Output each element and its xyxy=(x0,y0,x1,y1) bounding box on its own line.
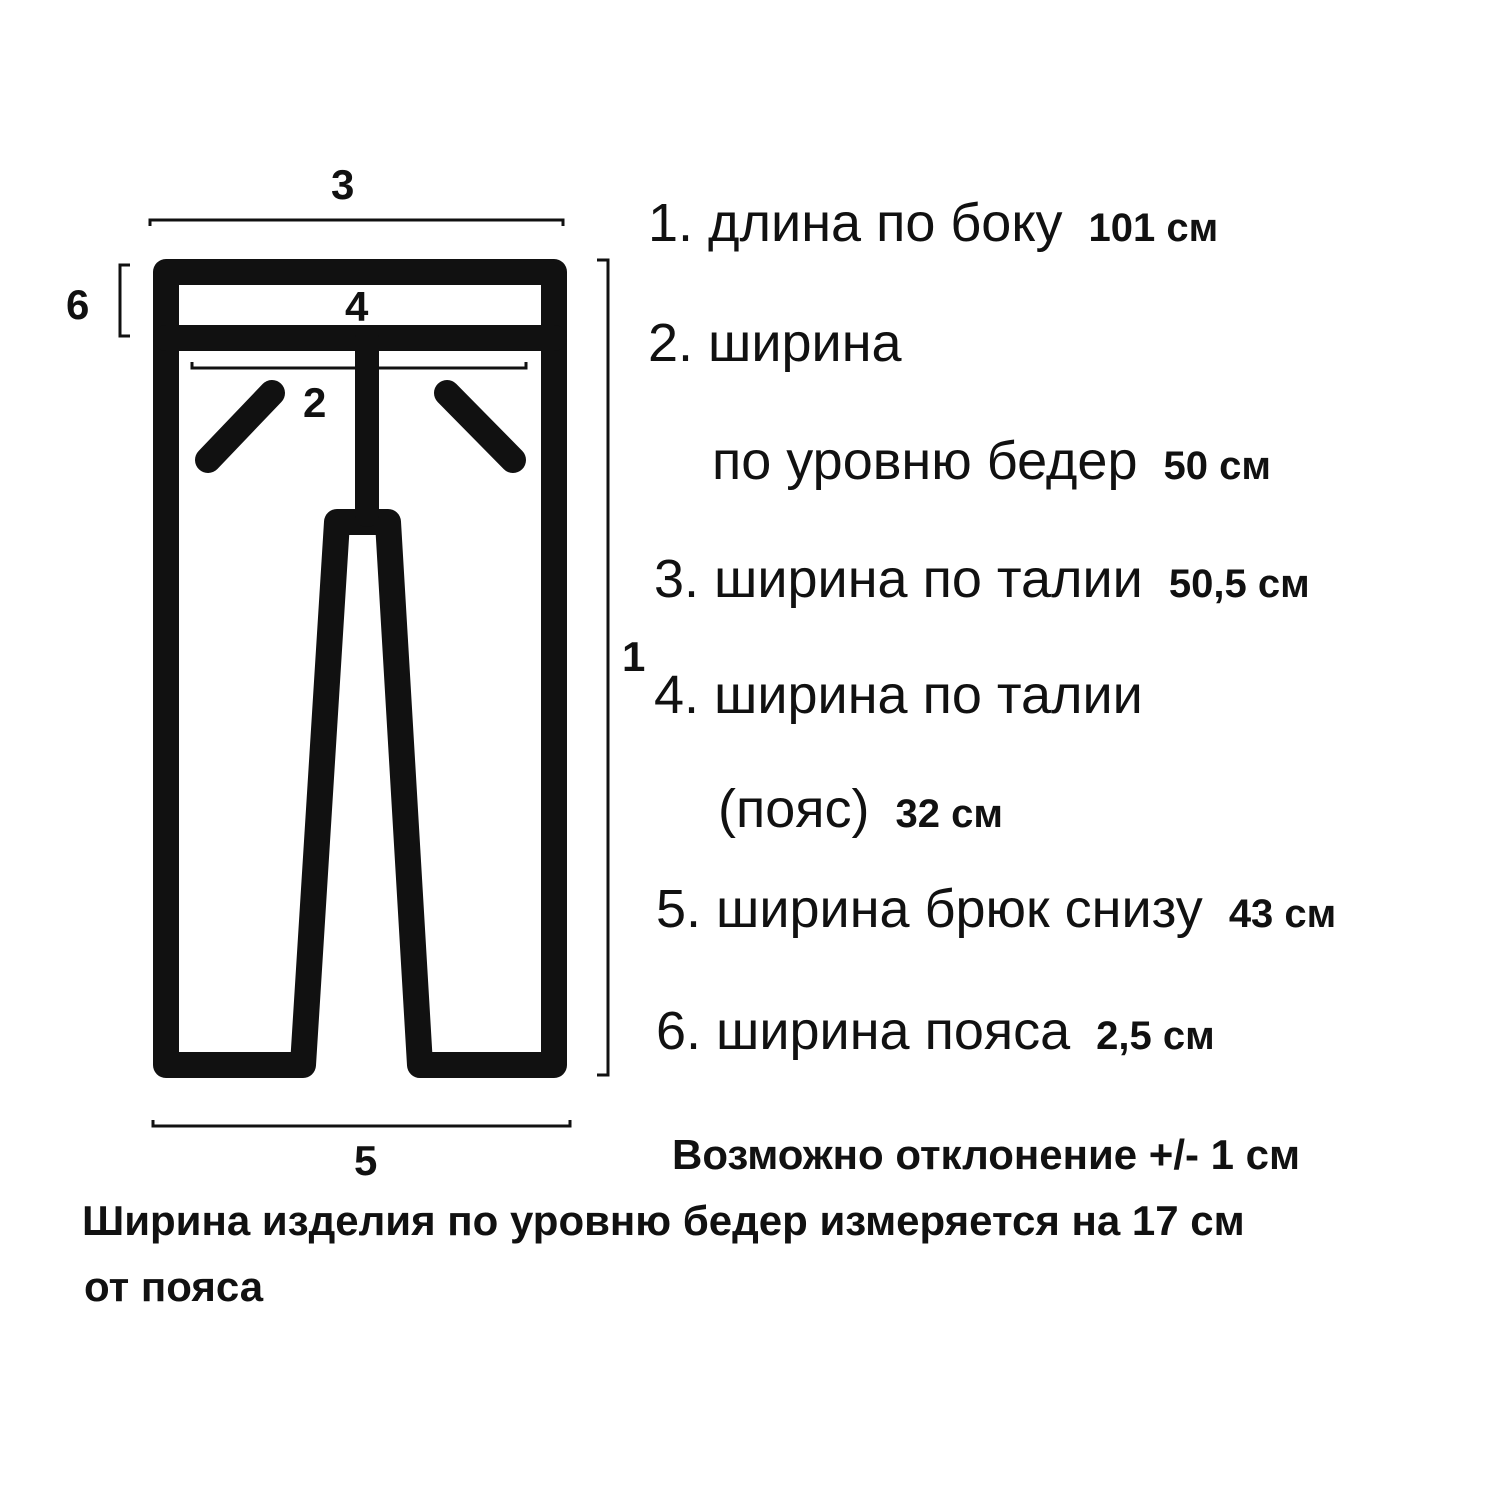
label-2: 2 xyxy=(303,379,327,426)
label-5: 5 xyxy=(354,1137,378,1184)
measurement-value: 101 см xyxy=(1088,206,1219,250)
measurement-label: 1. длина по боку xyxy=(648,193,1063,253)
dimension-line-3 xyxy=(150,220,563,226)
measurement-1 xyxy=(648,193,1219,253)
measurement-label: (пояс) xyxy=(718,779,870,839)
measurement-label: 4. ширина по талии xyxy=(654,665,1143,725)
left-pocket xyxy=(208,393,272,460)
measurement-2-cont xyxy=(712,431,1271,491)
right-pocket xyxy=(447,393,513,460)
dimension-line-5 xyxy=(153,1120,570,1126)
label-6: 6 xyxy=(66,281,90,328)
measurement-4 xyxy=(654,665,1143,725)
label-1: 1 xyxy=(622,633,646,680)
measurement-value: 50 см xyxy=(1163,444,1271,488)
dimension-line-1 xyxy=(597,260,608,1075)
measurement-label: по уровню бедер xyxy=(712,431,1138,491)
measurement-label: 3. ширина по талии xyxy=(654,549,1143,609)
measurement-2 xyxy=(648,313,902,373)
measurement-value: 43 см xyxy=(1228,892,1337,936)
label-3: 3 xyxy=(331,161,355,208)
measurement-label: 2. ширина xyxy=(648,313,902,373)
dimension-line-6 xyxy=(120,265,130,336)
deviation-note: Возможно отклонение +/- 1 см xyxy=(672,1131,1301,1178)
measurement-6 xyxy=(656,1001,1215,1061)
measurement-4-cont xyxy=(718,779,1003,839)
measurement-5 xyxy=(656,879,1337,939)
measurement-value: 2,5 см xyxy=(1096,1014,1215,1058)
hip-measure-note-cont: от пояса xyxy=(84,1263,264,1310)
measurement-value: 32 см xyxy=(895,792,1003,836)
hip-measure-note: Ширина изделия по уровню бедер измеряется на 17 см xyxy=(82,1197,1245,1244)
measurement-label: 5. ширина брюк снизу xyxy=(656,879,1203,939)
measurement-label: 6. ширина пояса xyxy=(656,1001,1071,1061)
measurement-value: 50,5 см xyxy=(1168,562,1310,606)
measurement-3 xyxy=(654,549,1310,609)
label-4: 4 xyxy=(345,283,369,330)
